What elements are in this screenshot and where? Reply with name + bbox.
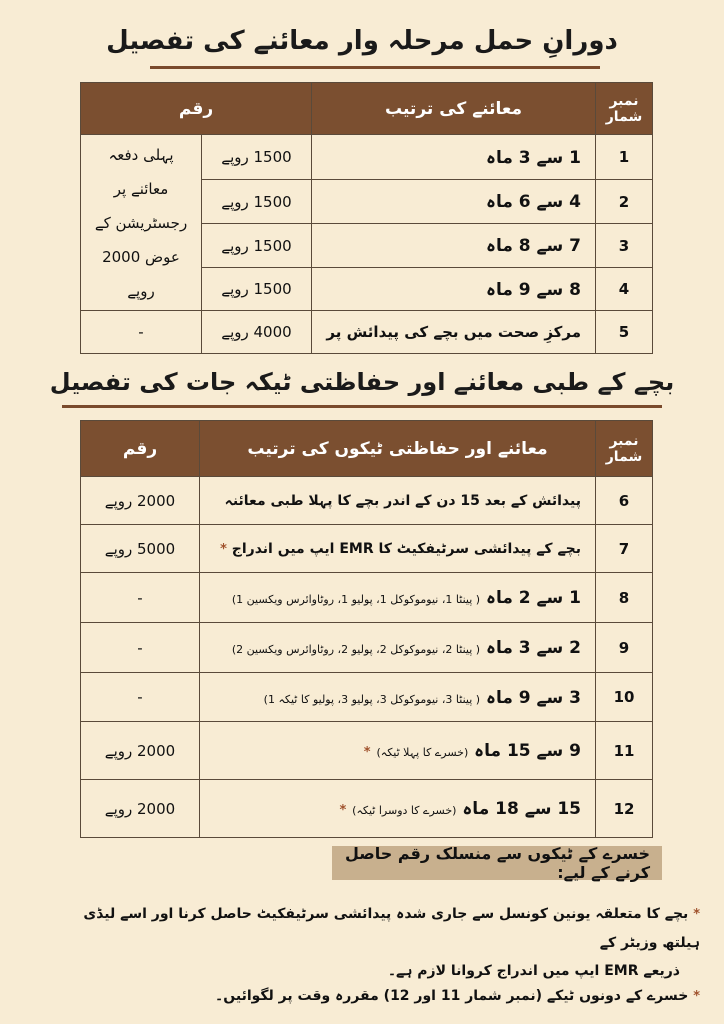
row-detail: (خسرے کا دوسرا ٹیکہ): [352, 804, 457, 817]
header-serial: نمبر شمار: [596, 421, 653, 477]
row-desc: 9 سے 15 ماہ: [474, 741, 581, 761]
table-row: [81, 477, 653, 525]
section1-title: دورانِ حمل مرحلہ وار معائنے کی تفصیل: [106, 26, 618, 56]
row-amount: 4000 روپے: [202, 311, 312, 354]
row-num: 6: [596, 477, 653, 525]
row-amount: -: [81, 673, 200, 722]
row-detail: ( پینٹا 1، نیوموکوکل 1، پولیو 1، روٹاوائرس ویکسین 1): [231, 593, 481, 606]
row-amount: 1500 روپے: [202, 180, 312, 224]
note-measles-schedule: [60, 982, 700, 1011]
row-num: 5: [596, 311, 653, 354]
star-icon: *: [363, 745, 371, 760]
row-desc: 15 سے 18 ماہ: [462, 799, 581, 819]
section1-title-underline: [150, 66, 600, 69]
row-desc: 8 سے 9 ماہ: [312, 268, 596, 311]
row-num: 1: [596, 135, 653, 180]
row-amount: 2000 روپے: [81, 780, 200, 838]
row-desc: 2 سے 3 ماہ: [486, 638, 581, 658]
row-detail: ( پینٹا 2، نیوموکوکل 2، پولیو 2، روٹاوائرس ویکسین 2): [231, 643, 481, 656]
header-schedule: معائنے کی ترتیب: [312, 83, 596, 135]
row-num: 12: [596, 780, 653, 838]
note1-line2: ذریعے EMR ایپ میں اندراج کروانا لازم ہے۔: [387, 963, 680, 979]
row-num: 8: [596, 573, 653, 623]
row-num: 4: [596, 268, 653, 311]
row-desc: 1 سے 3 ماہ: [312, 135, 596, 180]
row-amount: 2000 روپے: [81, 477, 200, 525]
table-row: [81, 525, 653, 573]
note-registration: [60, 900, 700, 985]
row-amount: 1500 روپے: [202, 224, 312, 268]
bullet-star-icon: *: [693, 989, 700, 1004]
row-desc: مرکزِ صحت میں بچے کی پیدائش پر: [312, 311, 596, 354]
row-num: 9: [596, 623, 653, 673]
table-row: [81, 780, 653, 838]
star-icon: *: [220, 541, 227, 557]
table-row: [81, 311, 653, 354]
row-desc: پیدائش کے بعد 15 دن کے اندر بچے کا پہلا طبی معائنہ: [224, 492, 581, 509]
row-amount: 1500 روپے: [202, 268, 312, 311]
row-desc: 3 سے 9 ماہ: [486, 687, 581, 708]
table-row: [81, 673, 653, 722]
bullet-star-icon: *: [693, 907, 700, 922]
row-num: 11: [596, 722, 653, 780]
row-amount: 5000 روپے: [81, 525, 200, 573]
row-amount: 1500 روپے: [202, 135, 312, 180]
star-icon: *: [339, 803, 347, 818]
row-num: 2: [596, 180, 653, 224]
section1-header-row: [81, 83, 653, 135]
table-row: [81, 573, 653, 623]
row-num: 3: [596, 224, 653, 268]
row-detail: ( پینٹا 3، نیوموکوکل 3، پولیو 3، پولیو کا ٹیکہ 1): [263, 692, 481, 706]
row-detail: (خسرے کا پہلا ٹیکہ): [376, 746, 469, 759]
row-amount: -: [81, 573, 200, 623]
registration-note: پہلی دفعہ معائنے پر رجسٹریشن کے عوض 2000 روپے: [81, 135, 202, 311]
header-amount: رقم: [81, 83, 312, 135]
row-desc: 1 سے 2 ماہ: [486, 588, 581, 608]
section2-title-underline: [62, 405, 662, 408]
header-amount: رقم: [81, 421, 200, 477]
row-desc: بچے کے پیدائشی سرٹیفکیٹ کا EMR ایپ میں اندراج: [231, 540, 581, 557]
row-num: 10: [596, 673, 653, 722]
note2-text: خسرے کے دونوں ٹیکے (نمبر شمار 11 اور 12) مقررہ وقت پر لگوائیں۔: [215, 988, 689, 1004]
table-row: [81, 135, 653, 180]
row-num: 7: [596, 525, 653, 573]
section2-header-row: [81, 421, 653, 477]
row-note: -: [81, 311, 202, 354]
row-amount: 2000 روپے: [81, 722, 200, 780]
section2-title: بچے کے طبی معائنے اور حفاظتی ٹیکہ جات کی تفصیل: [49, 368, 675, 396]
header-schedule: معائنے اور حفاظتی ٹیکوں کی ترتیب: [200, 421, 596, 477]
section1-table: [80, 82, 653, 354]
row-desc: 4 سے 6 ماہ: [312, 180, 596, 224]
table-row: [81, 623, 653, 673]
measles-banner: خسرے کے ٹیکوں سے منسلک رقم حاصل کرنے کے لیے:: [332, 846, 662, 880]
row-amount: -: [81, 623, 200, 673]
row-desc: 7 سے 8 ماہ: [312, 224, 596, 268]
table-row: [81, 722, 653, 780]
section2-table: [80, 420, 653, 838]
note1-line1: بچے کا متعلقہ یونین کونسل سے جاری شدہ پیدائشی سرٹیفکیٹ حاصل کرنا اور اسے لیڈی ہیلتھ وزیٹر کے: [83, 906, 700, 951]
header-serial: نمبر شمار: [596, 83, 653, 135]
